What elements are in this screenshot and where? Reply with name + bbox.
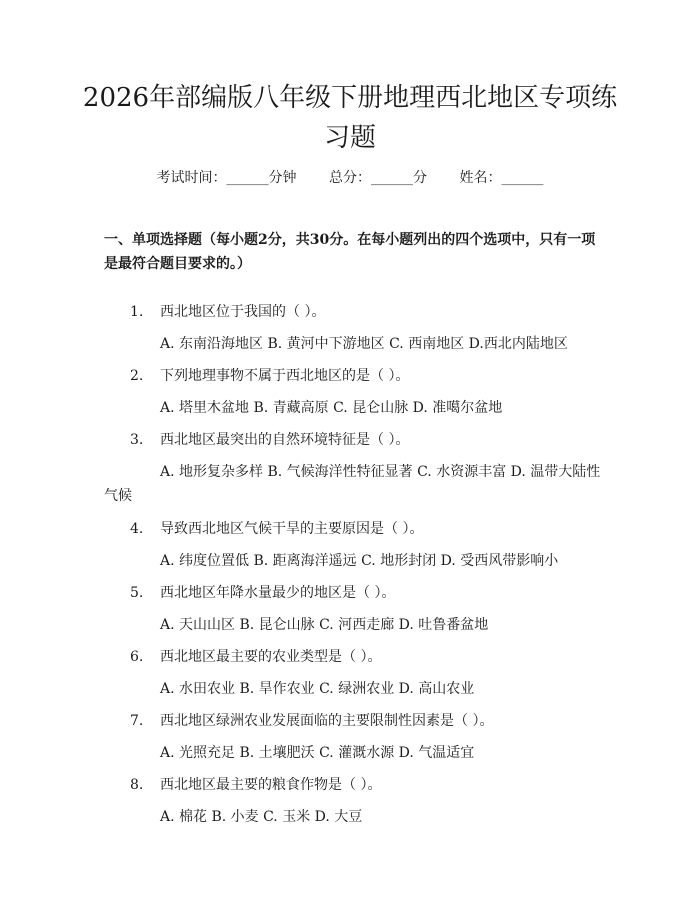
exam-time-field: [157, 168, 297, 188]
total-score-blank: ______: [371, 170, 413, 186]
exam-time-unit: 分钟: [268, 170, 297, 186]
question-stem: [104, 365, 604, 387]
question-item: [104, 582, 604, 636]
total-score-label: 总分：: [329, 170, 371, 186]
question-number: 1.: [130, 304, 144, 320]
question-options: A. 东南沿海地区 B. 黄河中下游地区 C. 西南地区 D.西北内陆地区: [160, 336, 568, 352]
question-options: A. 塔里木盆地 B. 青藏高原 C. 昆仑山脉 D. 准噶尔盆地: [160, 400, 503, 416]
question-text: 导致西北地区气候干旱的主要原因是（ ）。: [160, 521, 424, 537]
question-item: [104, 429, 604, 508]
question-options: A. 纬度位置低 B. 距离海洋遥远 C. 地形封闭 D. 受西风带影响小: [160, 553, 559, 569]
question-text: 西北地区绿洲农业发展面临的主要限制性因素是（ ）。: [160, 713, 494, 729]
question-stem: [104, 710, 604, 732]
question-number: 7.: [130, 713, 144, 729]
total-score-unit: 分: [413, 170, 427, 186]
exam-info: [0, 168, 700, 188]
question-number: 8.: [130, 777, 144, 793]
question-item: [104, 518, 604, 572]
question-number: 4.: [130, 521, 144, 537]
question-list: [104, 301, 604, 838]
question-item: [104, 646, 604, 700]
name-label: 姓名：: [459, 170, 502, 186]
question-text: 西北地区年降水量最少的地区是（ ）。: [160, 585, 396, 601]
name-blank: ______: [501, 170, 544, 186]
total-score-field: [329, 168, 427, 188]
question-text: 西北地区最主要的农业类型是（ ）。: [160, 649, 382, 665]
question-item: [104, 365, 604, 419]
question-item: [104, 301, 604, 355]
question-options: A. 水田农业 B. 旱作农业 C. 绿洲农业 D. 高山农业: [160, 681, 475, 697]
page-title: 2026年部编版八年级下册地理西北地区专项练习题: [82, 83, 618, 153]
question-options: A. 光照充足 B. 土壤肥沃 C. 灌溉水源 D. 气温适宜: [160, 745, 475, 761]
question-text: 西北地区最主要的粮食作物是（ ）。: [160, 777, 382, 793]
section-heading: 一、单项选择题（每小题2分，共30分。在每小题列出的四个选项中，只有一项是最符合题目要求的。）: [104, 232, 596, 272]
question-options: A. 天山山区 B. 昆仑山脉 C. 河西走廊 D. 吐鲁番盆地: [160, 617, 489, 633]
exam-time-blank: ______: [226, 170, 269, 186]
question-text: 西北地区最突出的自然环境特征是（ ）。: [160, 432, 410, 448]
question-number: 2.: [130, 368, 144, 384]
question-stem: [104, 518, 604, 540]
question-text: 西北地区位于我国的（ ）。: [160, 304, 326, 320]
question-options: A. 地形复杂多样 B. 气候海洋性特征显著 C. 水资源丰富 D. 温带大陆性气候: [104, 464, 601, 504]
question-number: 6.: [130, 649, 144, 665]
question-stem: [104, 429, 604, 451]
name-field: [459, 168, 543, 188]
question-text: 下列地理事物不属于西北地区的是（ ）。: [160, 368, 410, 384]
question-item: [104, 774, 604, 828]
question-stem: [104, 301, 604, 323]
question-stem: [104, 774, 604, 796]
exam-time-label: 考试时间：: [156, 170, 227, 186]
question-number: 3.: [130, 432, 144, 448]
question-stem: [104, 646, 604, 668]
question-item: [104, 710, 604, 764]
question-options: A. 棉花 B. 小麦 C. 玉米 D. 大豆: [160, 809, 363, 825]
question-stem: [104, 582, 604, 604]
question-number: 5.: [130, 585, 144, 601]
